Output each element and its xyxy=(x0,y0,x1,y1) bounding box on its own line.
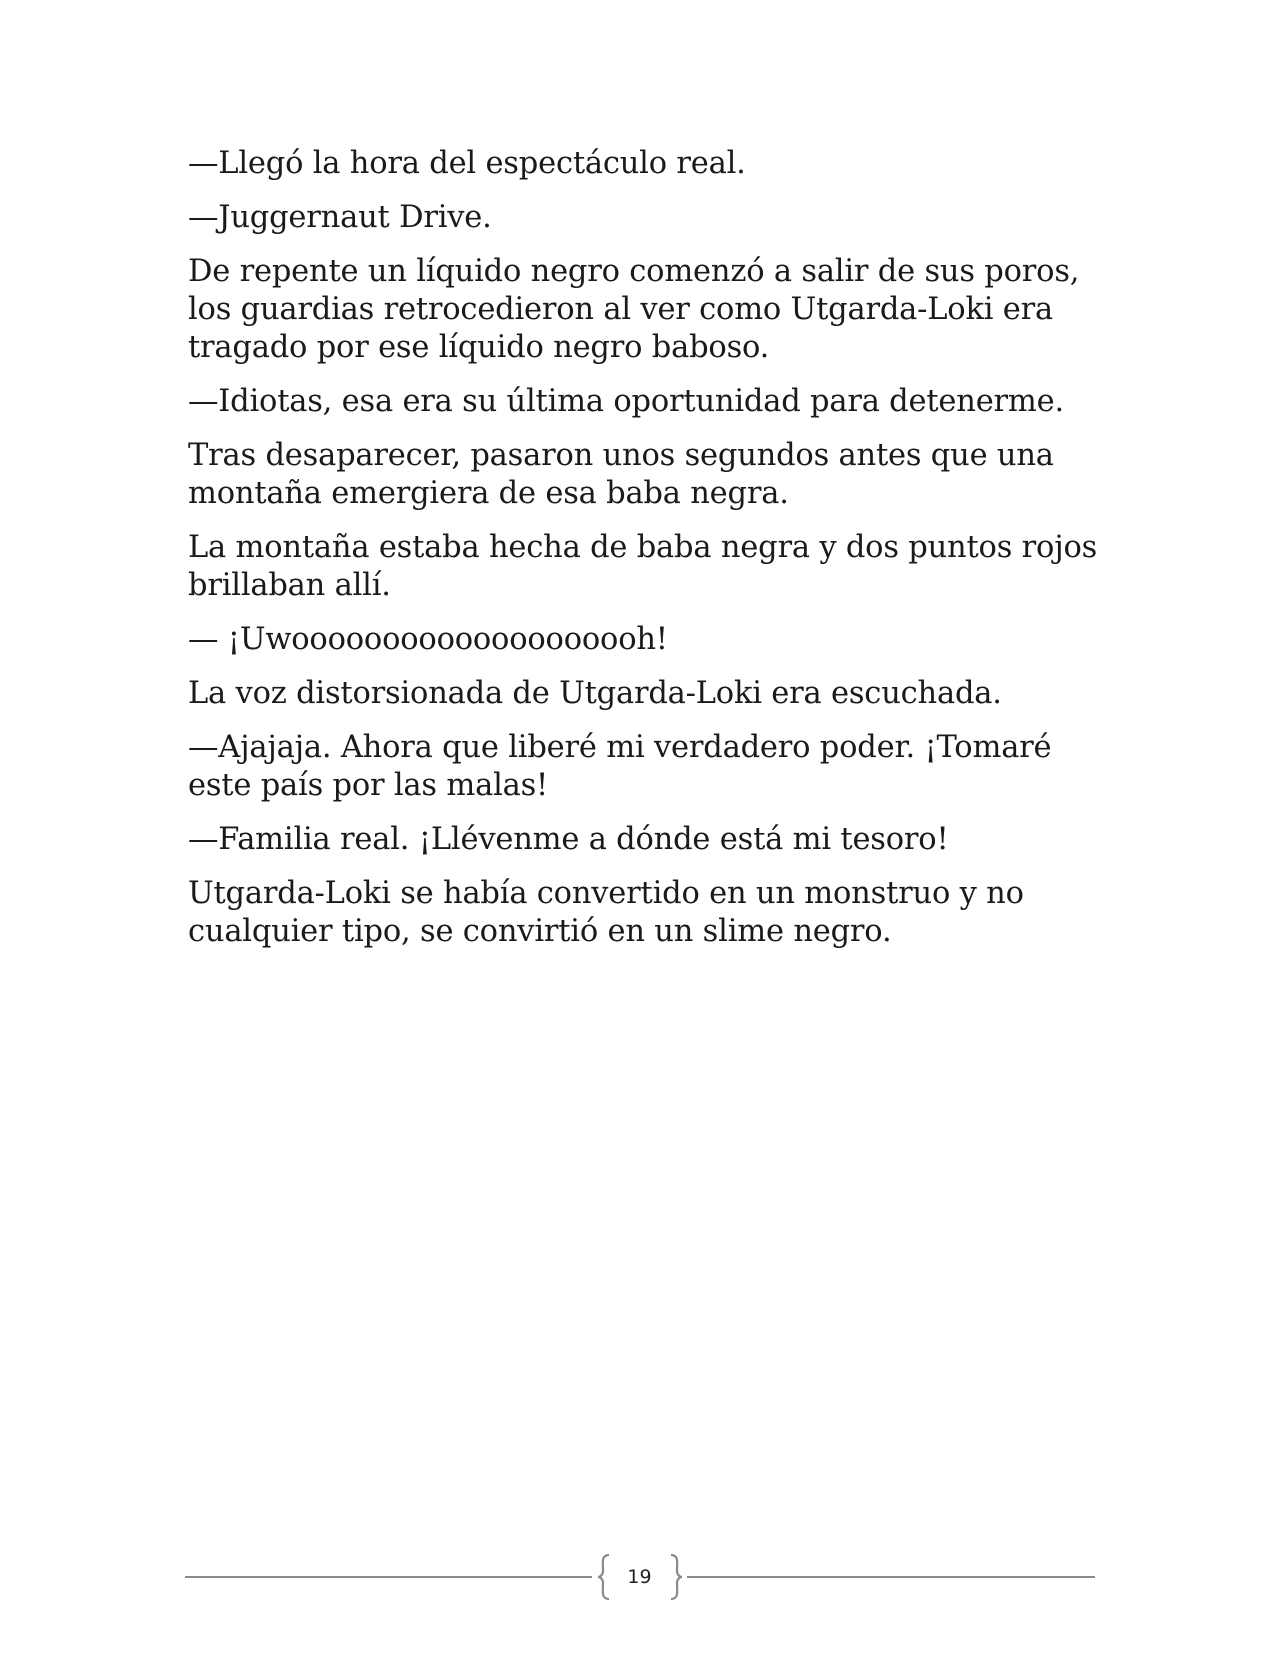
paragraph: De repente un líquido negro comenzó a salir de sus poros, los guardias retrocedieron al ver como Utgarda-Loki era tragado por ese líquido negro baboso. xyxy=(188,254,1080,365)
page-footer xyxy=(185,1553,1095,1601)
paragraph: Utgarda-Loki se había convertido en un monstruo y no cualquier tipo, se convirtió en un slime negro. xyxy=(188,876,1024,949)
paragraph: —Juggernaut Drive. xyxy=(188,200,492,235)
paragraph: —Familia real. ¡Llévenme a dónde está mi tesoro! xyxy=(188,822,949,857)
paragraph: — ¡Uwoooooooooooooooooooh! xyxy=(188,622,668,657)
paragraph: —Ajajaja. Ahora que liberé mi verdadero poder. ¡Tomaré este país por las malas! xyxy=(188,730,1052,803)
body-text xyxy=(188,145,1103,967)
page-number: 19 xyxy=(627,1566,652,1588)
footer-rule-right xyxy=(687,1576,1095,1578)
paragraph: —Idiotas, esa era su última oportunidad para detenerme. xyxy=(188,384,1065,419)
paragraph: —Llegó la hora del espectáculo real. xyxy=(188,146,746,181)
footer-rule-left xyxy=(185,1576,592,1578)
paragraph: La montaña estaba hecha de baba negra y dos puntos rojos brillaban allí. xyxy=(188,530,1098,603)
paragraph: Tras desaparecer, pasaron unos segundos antes que una montaña emergiera de esa baba negra. xyxy=(188,438,1054,511)
right-bracket-icon xyxy=(667,1553,685,1601)
paragraph: La voz distorsionada de Utgarda-Loki era escuchada. xyxy=(188,676,1002,711)
